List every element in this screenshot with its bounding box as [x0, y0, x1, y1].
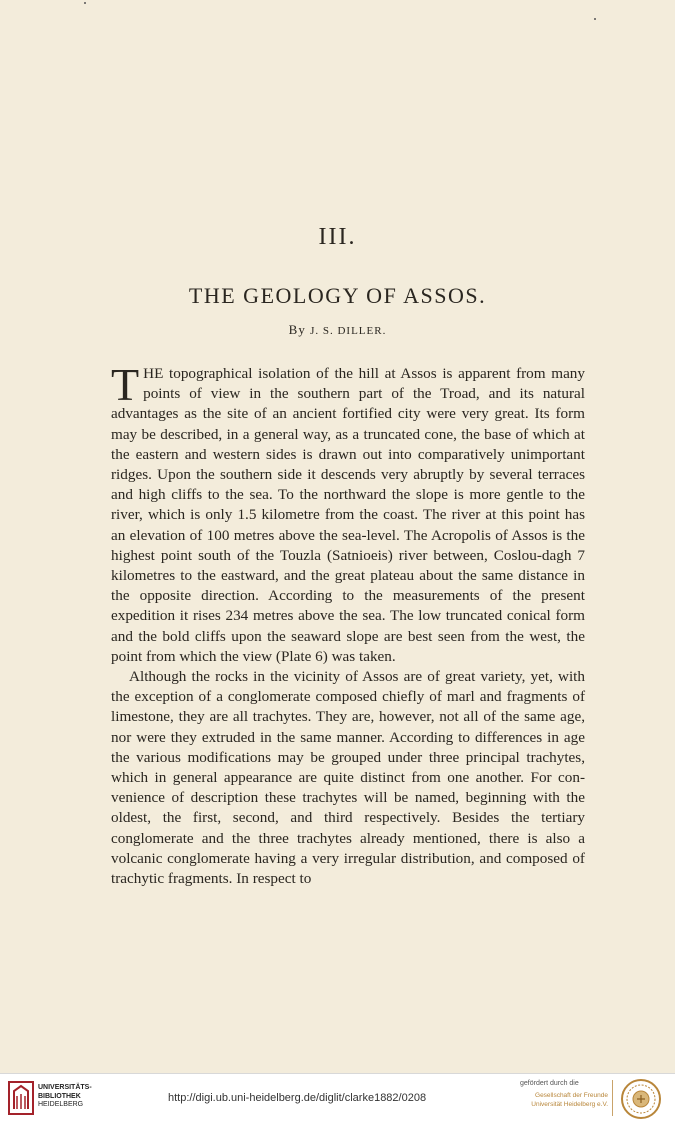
- sponsor-line-1: Gesellschaft der Freunde: [535, 1092, 608, 1099]
- digitization-footer: [0, 1073, 675, 1123]
- byline-author: J. S. DILLER.: [310, 325, 387, 337]
- library-line-3: HEIDELBERG: [38, 1101, 84, 1108]
- paragraph-2: Although the rocks in the vicinity of Assos are of great variety, yet, with the exception of a conglomerate composed chiefly of marl and fragments of limestone, they are all trachytes. They are, however, not all of the same age, nor were they extruded in the same manner. According to differences in age the various modifications may be grouped under three principal trachytes, which in general appearance are quite distinct from one another. For convenience of description these trachytes will be named, beginning with the oldest, the first, second, and third respectively. Besides the tertiary conglomerate and the three trachytes already mentioned, there is also a volcanic conglomerate having a very irregular distribution, and composed of trachytic fragments. In respect to: [111, 668, 585, 888]
- sponsor-line-2: Universität Heidelberg e.V.: [531, 1100, 608, 1108]
- drop-cap: T: [111, 359, 140, 410]
- library-name: [38, 1084, 92, 1110]
- chapter-numeral: III.: [318, 224, 357, 250]
- byline: [0, 322, 675, 338]
- body-text: [111, 359, 585, 889]
- scan-speck: [84, 2, 86, 4]
- byline-prefix: By: [288, 322, 306, 337]
- permalink-url[interactable]: http://digi.ub.uni-heidelberg.de/diglit/clarke1882/0208: [168, 1092, 427, 1104]
- library-line-2: BIBLIOTHEK: [38, 1092, 81, 1100]
- scan-speck: [594, 18, 596, 20]
- paragraph-1-text: HE topographical isolation of the hill at Assos is apparent from many points of view in the southern part of the Troad, and its natural advantages as the site of an ancient fortified city were very great. Its form may be described, in a general way, as a truncated cone, the base of which at the eastern and western sides is drawn out into comparatively unimportant ridges. Upon the southern side it descends very abruptly by several terraces and high cliffs to the sea. To the northward the slope is more gentle to the river, which is only 1.5 kilometre from the coast. The river at this point has an elevation of 100 metres above the sea-level. The Acropolis of Assos is the highest point south of the Touzla (Satnioeis) river between, Coslou-dagh 7 kilometres to the eastward, and the great plateau about the same distance in the opposite direction. According to the measurements of the present expedition it rises 234 metres above the sea. The low truncated conical form and the bold cliffs upon the seaward slope are best seen from the west, the point from which the view (Plate 6) was taken.: [111, 365, 585, 665]
- library-line-1: UNIVERSITÄTS-: [38, 1084, 92, 1091]
- paragraph-1: [111, 359, 585, 667]
- sponsor-label: gefördert durch die: [520, 1080, 579, 1087]
- university-library-logo-icon: [8, 1081, 34, 1115]
- society-seal-icon: [620, 1078, 662, 1120]
- sponsor-name: [520, 1092, 608, 1109]
- chapter-title: THE GEOLOGY OF ASSOS.: [188, 283, 487, 308]
- footer-divider: [612, 1080, 613, 1116]
